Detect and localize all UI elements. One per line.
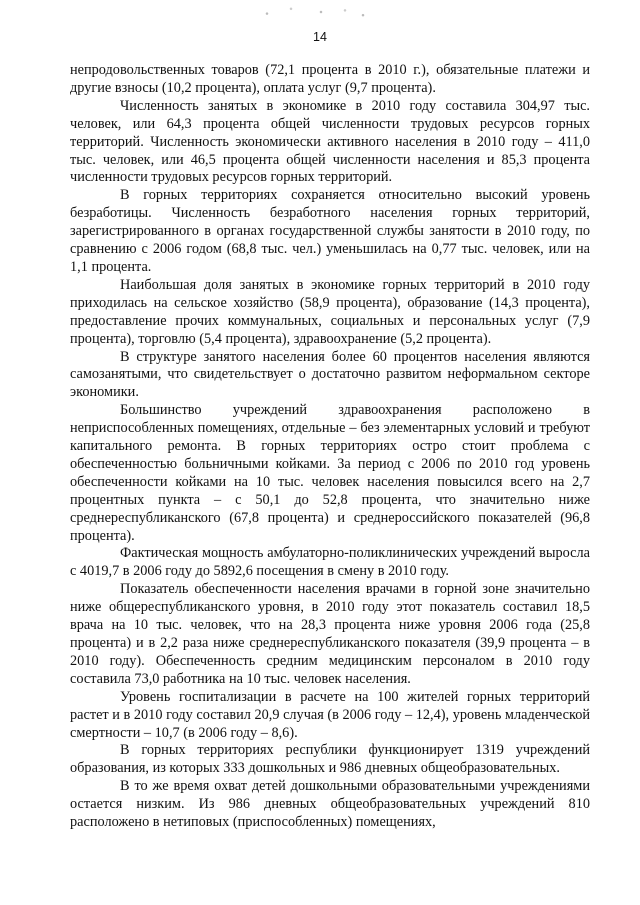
paragraph-6: Большинство учреждений здравоохранения расположено в неприспособленных помещениях, отдельные – без элементарных условий и требуют капитального ремонта. В горных территориях остро стоит проблема с обеспеченностью больничными койками. За период с 2006 по 2010 год уровень обеспеченности койками на 10 тыс. человек населения повысился всего на 2,7 процентных пункта – с 50,1 до 52,8 процента, что значительно ниже среднереспубликанского (67,8 процента) и среднероссийского показателей (96,8 процента). [70, 402, 590, 544]
scan-artifact [255, 4, 375, 20]
paragraph-8: Показатель обеспеченности населения врачами в горной зоне значительно ниже общереспубликанского уровня, в 2010 году этот показатель составил 18,5 врача на 10 тыс. человек, что на 28,3 процента ниже уровня 2006 года (25,8 процента) и в 2,2 раза ниже среднереспубликанского показателя (39,9 процента – в 2010 году). Обеспеченность средним медицинским персоналом в 2010 году составила 73,0 работника на 10 тыс. человек населения. [70, 581, 590, 687]
paragraph-2: Численность занятых в экономике в 2010 году составила 304,97 тыс. человек, или 64,3 процента общей численности трудовых ресурсов горных территорий. Численность экономически активного населения в 2010 году – 411,0 тыс. человек, или 46,5 процента общей численности населения и 85,3 процента численности трудовых ресурсов горных территорий. [70, 97, 590, 186]
paragraph-1: непродовольственных товаров (72,1 процента в 2010 г.), обязательные платежи и другие взносы (10,2 процента), оплата услуг (9,7 процента). [70, 62, 590, 96]
body-text [70, 62, 590, 832]
paragraph-3: В горных территориях сохраняется относительно высокий уровень безработицы. Численность безработного населения горных территорий, зарегистрированного в органах государственной службы занятости в 2010 году, по сравнению с 2006 годом (68,8 тыс. чел.) уменьшилась на 0,77 тыс. человек, или на 1,1 процента. [70, 187, 590, 275]
paragraph-7: Фактическая мощность амбулаторно-поликлинических учреждений выросла с 4019,7 в 2006 году до 5892,6 посещения в смену в 2010 году. [70, 545, 590, 580]
paragraph-11: В то же время охват детей дошкольными образовательными учреждениями остается низким. Из 986 дневных общеобразовательных учреждений 810 расположено в нетиповых (приспособленных) помещениях, [70, 778, 590, 831]
page-number: 14 [313, 30, 327, 44]
paragraph-10: В горных территориях республики функционирует 1319 учреждений образования, из которых 333 дошкольных и 986 дневных общеобразовательных. [70, 742, 590, 777]
paragraph-5: В структуре занятого населения более 60 процентов населения являются самозанятыми, что свидетельствует о достаточно развитом неформальном секторе экономики. [70, 348, 590, 401]
paragraph-9: Уровень госпитализации в расчете на 100 жителей горных территорий растет и в 2010 году составил 20,9 случая (в 2006 году – 12,4), уровень младенческой смертности – 10,7 (в 2006 году – 8,6). [70, 688, 590, 741]
paragraph-4: Наибольшая доля занятых в экономике горных территорий в 2010 году приходилась на сельское хозяйство (58,9 процента), образование (14,3 процента), предоставление прочих коммунальных, социальных и персональных услуг (7,9 процента), торговлю (5,4 процента), здравоохранение (5,2 процента). [70, 276, 590, 347]
